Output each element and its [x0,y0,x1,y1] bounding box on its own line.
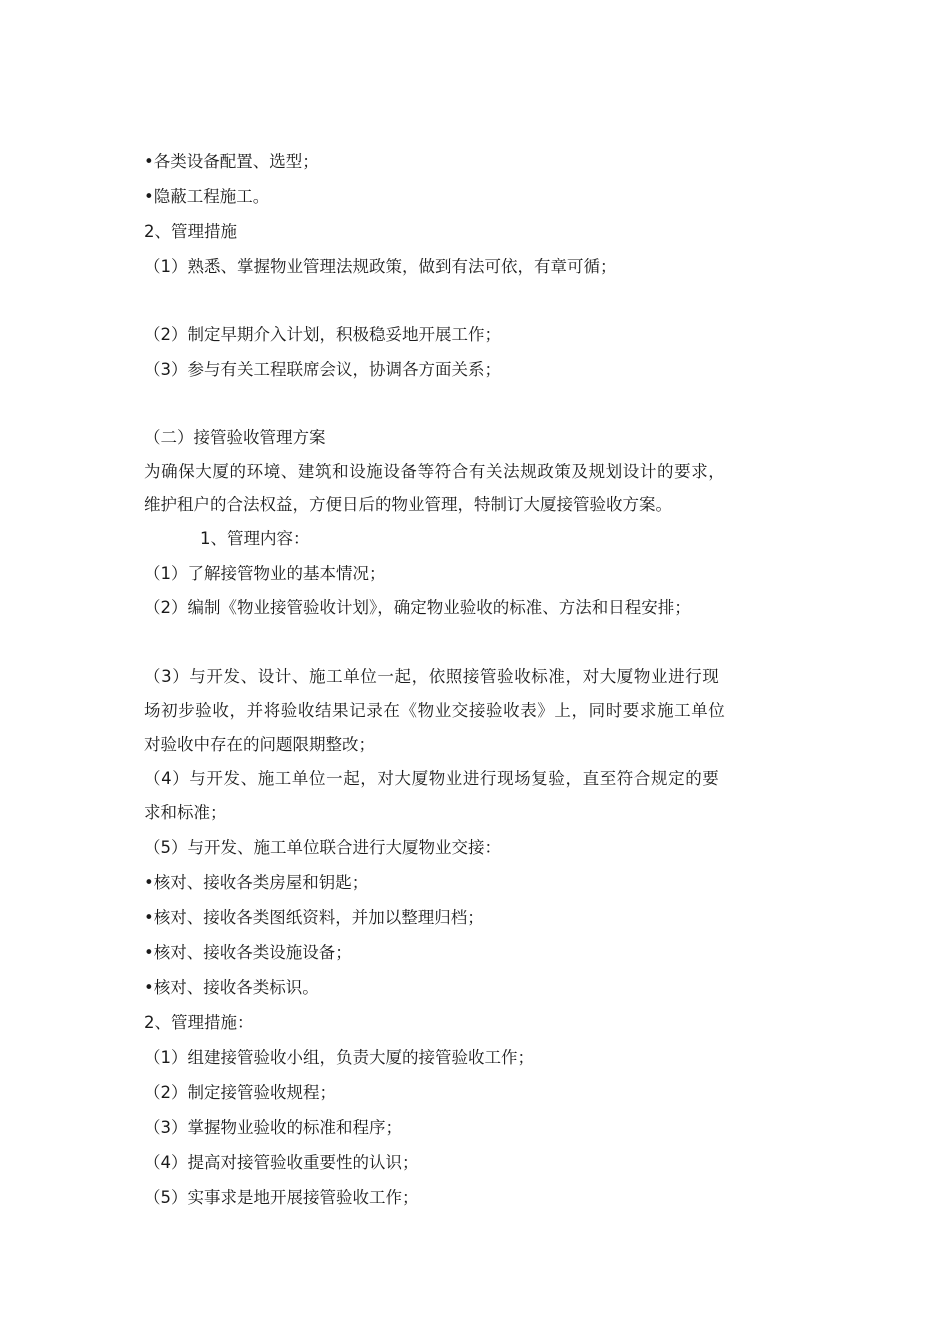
bullet-equipment-selection: •各类设备配置、选型； [144,152,319,171]
measure-item-1: （1）熟悉、掌握物业管理法规政策，做到有法可依，有章可循； [144,257,617,276]
content-item-5: （5）与开发、施工单位联合进行大厦物业交接： [144,838,501,857]
content-item-3-line-2: 场初步验收，并将验收结果记录在《物业交接验收表》上，同时要求施工单位 [144,701,726,720]
heading-management-content: 1、管理内容： [200,529,310,548]
bullet-houses-keys: •核对、接收各类房屋和钥匙； [144,873,369,892]
bullet-concealed-works: •隐蔽工程施工。 [144,187,270,206]
content-item-4-line-2: 求和标准； [144,803,227,822]
paragraph-line-2: 维护租户的合法权益，方便日后的物业管理，特制订大厦接管验收方案。 [144,495,672,514]
bullet-signage: •核对、接收各类标识。 [144,978,319,997]
measure2-item-3: （3）掌握物业验收的标准和程序； [144,1118,402,1137]
measure2-item-2: （2）制定接管验收规程； [144,1083,336,1102]
heading-management-measures-2: 2、管理措施： [144,1013,254,1032]
bullet-facilities: •核对、接收各类设施设备； [144,943,352,962]
measure-item-2: （2）制定早期介入计划，积极稳妥地开展工作； [144,325,501,344]
measure-item-3: （3）参与有关工程联席会议，协调各方面关系； [144,360,501,379]
section-heading-handover: （二）接管验收管理方案 [144,428,326,447]
measure2-item-4: （4）提高对接管验收重要性的认识； [144,1153,419,1172]
measure2-item-5: （5）实事求是地开展接管验收工作； [144,1188,419,1207]
heading-management-measures: 2、管理措施 [144,222,237,241]
content-item-4-line-1: （4）与开发、施工单位一起，对大厦物业进行现场复验，直至符合规定的要 [144,769,720,788]
paragraph-line-1: 为确保大厦的环境、建筑和设施设备等符合有关法规政策及规划设计的要求， [144,462,726,481]
content-item-3-line-1: （3）与开发、设计、施工单位一起，依照接管验收标准，对大厦物业进行现 [144,667,720,686]
content-item-1: （1）了解接管物业的基本情况； [144,564,386,583]
bullet-drawings: •核对、接收各类图纸资料，并加以整理归档； [144,908,484,927]
content-item-3-line-3: 对验收中存在的问题限期整改； [144,735,375,754]
content-item-2: （2）编制《物业接管验收计划》，确定物业验收的标准、方法和日程安排； [144,598,691,617]
measure2-item-1: （1）组建接管验收小组，负责大厦的接管验收工作； [144,1048,534,1067]
